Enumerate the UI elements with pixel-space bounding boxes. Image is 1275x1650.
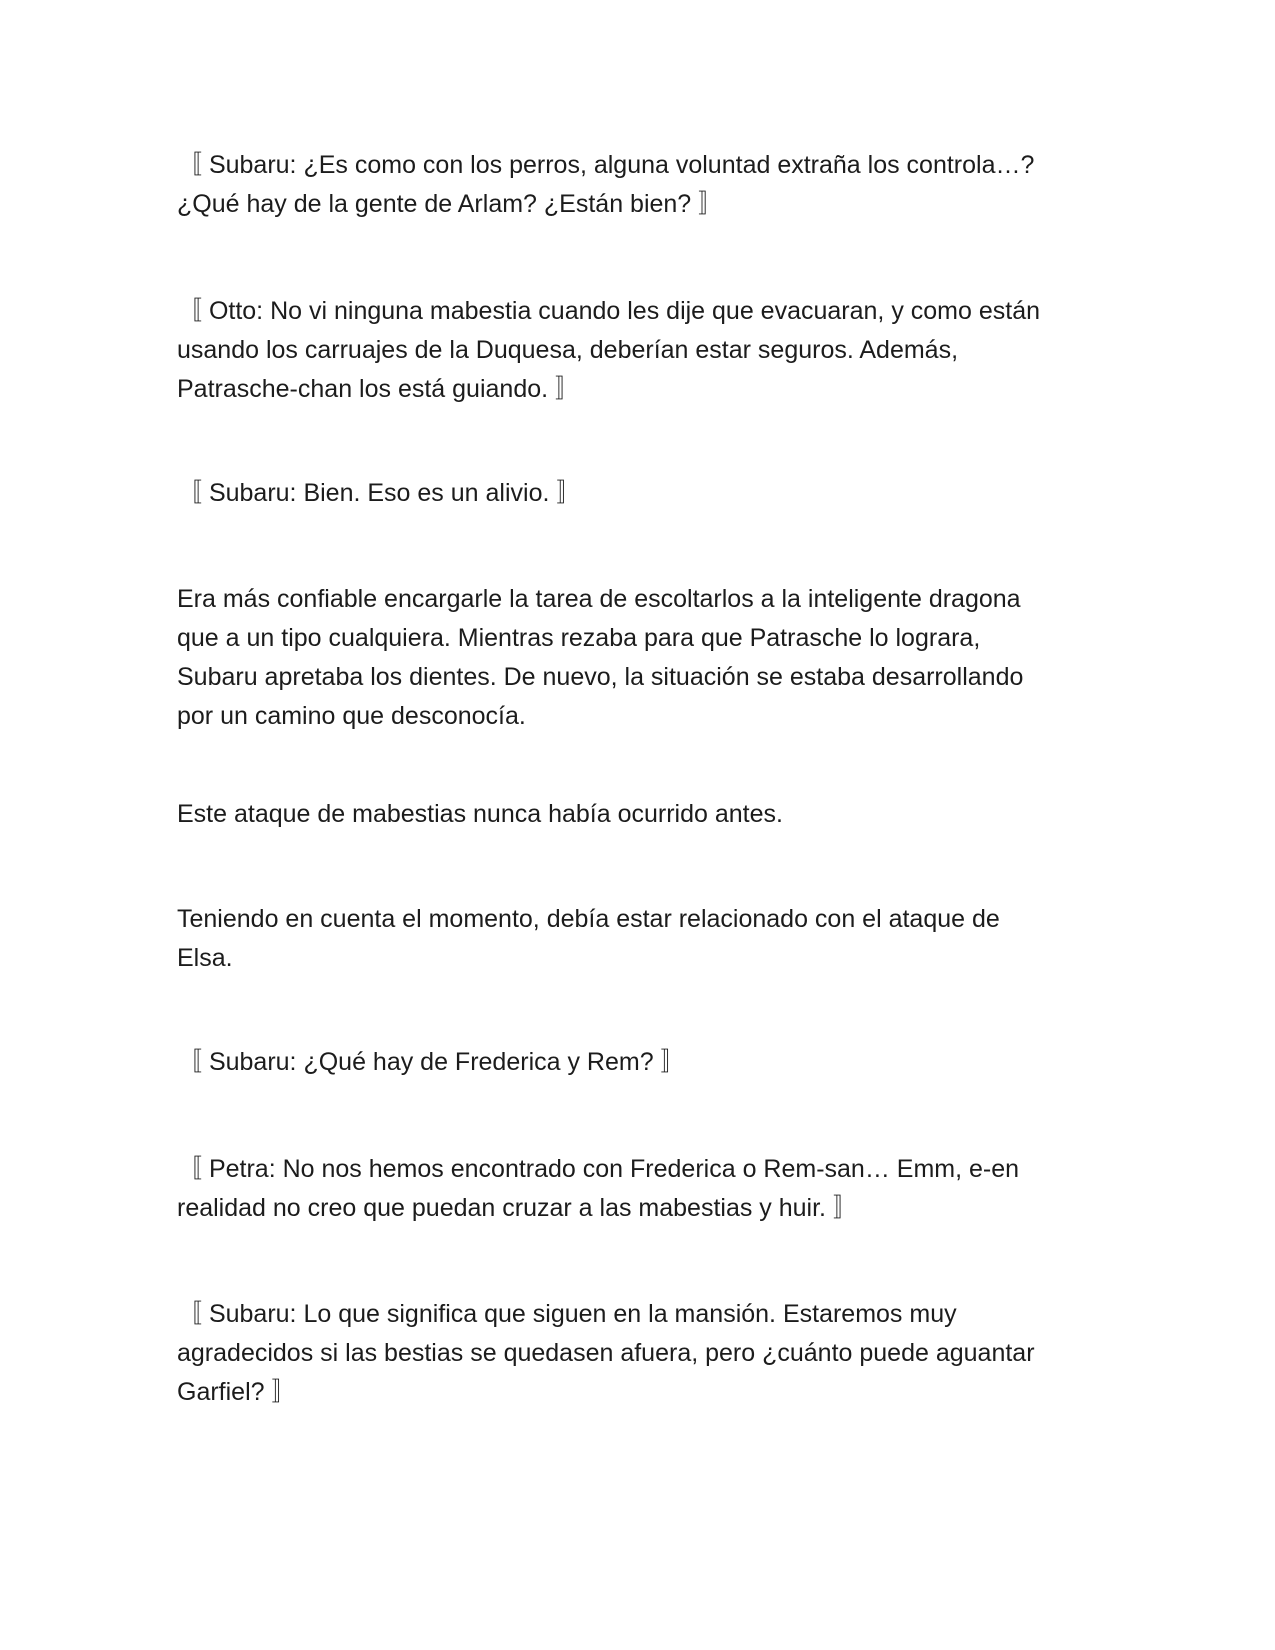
paragraph-subaru-perros: [177, 146, 1107, 224]
text-line: usando los carruajes de la Duquesa, deberían estar seguros. Además,: [177, 336, 959, 364]
paragraph-narration-dragona: [177, 580, 1107, 736]
text-line: 〚 Subaru: ¿Qué hay de Frederica y Rem? 〛: [177, 1048, 686, 1076]
paragraph-subaru-garfiel: [177, 1295, 1107, 1412]
text-line: Este ataque de mabestias nunca había ocurrido antes.: [177, 800, 783, 828]
text-line: Patrasche-chan los está guiando. 〛: [177, 375, 581, 403]
text-line: Teniendo en cuenta el momento, debía estar relacionado con el ataque de: [177, 905, 1000, 933]
text-line: 〚 Subaru: Lo que significa que siguen en la mansión. Estaremos muy: [177, 1300, 957, 1328]
text-line: Era más confiable encargarle la tarea de escoltarlos a la inteligente dragona: [177, 585, 1021, 613]
text-line: por un camino que desconocía.: [177, 702, 526, 730]
text-line: agradecidos si las bestias se quedasen afuera, pero ¿cuánto puede aguantar: [177, 1339, 1035, 1367]
text-line: 〚 Petra: No nos hemos encontrado con Frederica o Rem-san… Emm, e-en: [177, 1155, 1020, 1183]
text-line: realidad no creo que puedan cruzar a las mabestias y huir. 〛: [177, 1194, 858, 1222]
text-line: ¿Qué hay de la gente de Arlam? ¿Están bien? 〛: [177, 190, 724, 218]
text-line: 〚 Otto: No vi ninguna mabestia cuando les dije que evacuaran, y como están: [177, 297, 1041, 325]
paragraph-narration-ataque: [177, 795, 1107, 834]
text-line: Garfiel? 〛: [177, 1378, 297, 1406]
paragraph-otto-evacuaran: [177, 292, 1107, 409]
text-line: Elsa.: [177, 944, 233, 972]
text-line: 〚 Subaru: ¿Es como con los perros, alguna voluntad extraña los controla…?: [177, 151, 1035, 179]
text-line: Subaru apretaba los dientes. De nuevo, la situación se estaba desarrollando: [177, 663, 1024, 691]
paragraph-petra-huir: [177, 1150, 1107, 1228]
text-line: que a un tipo cualquiera. Mientras rezaba para que Patrasche lo lograra,: [177, 624, 981, 652]
paragraph-narration-elsa: [177, 900, 1107, 978]
paragraph-subaru-alivio: [177, 474, 1107, 513]
paragraph-subaru-frederica: [177, 1043, 1107, 1082]
text-line: 〚 Subaru: Bien. Eso es un alivio. 〛: [177, 479, 582, 507]
